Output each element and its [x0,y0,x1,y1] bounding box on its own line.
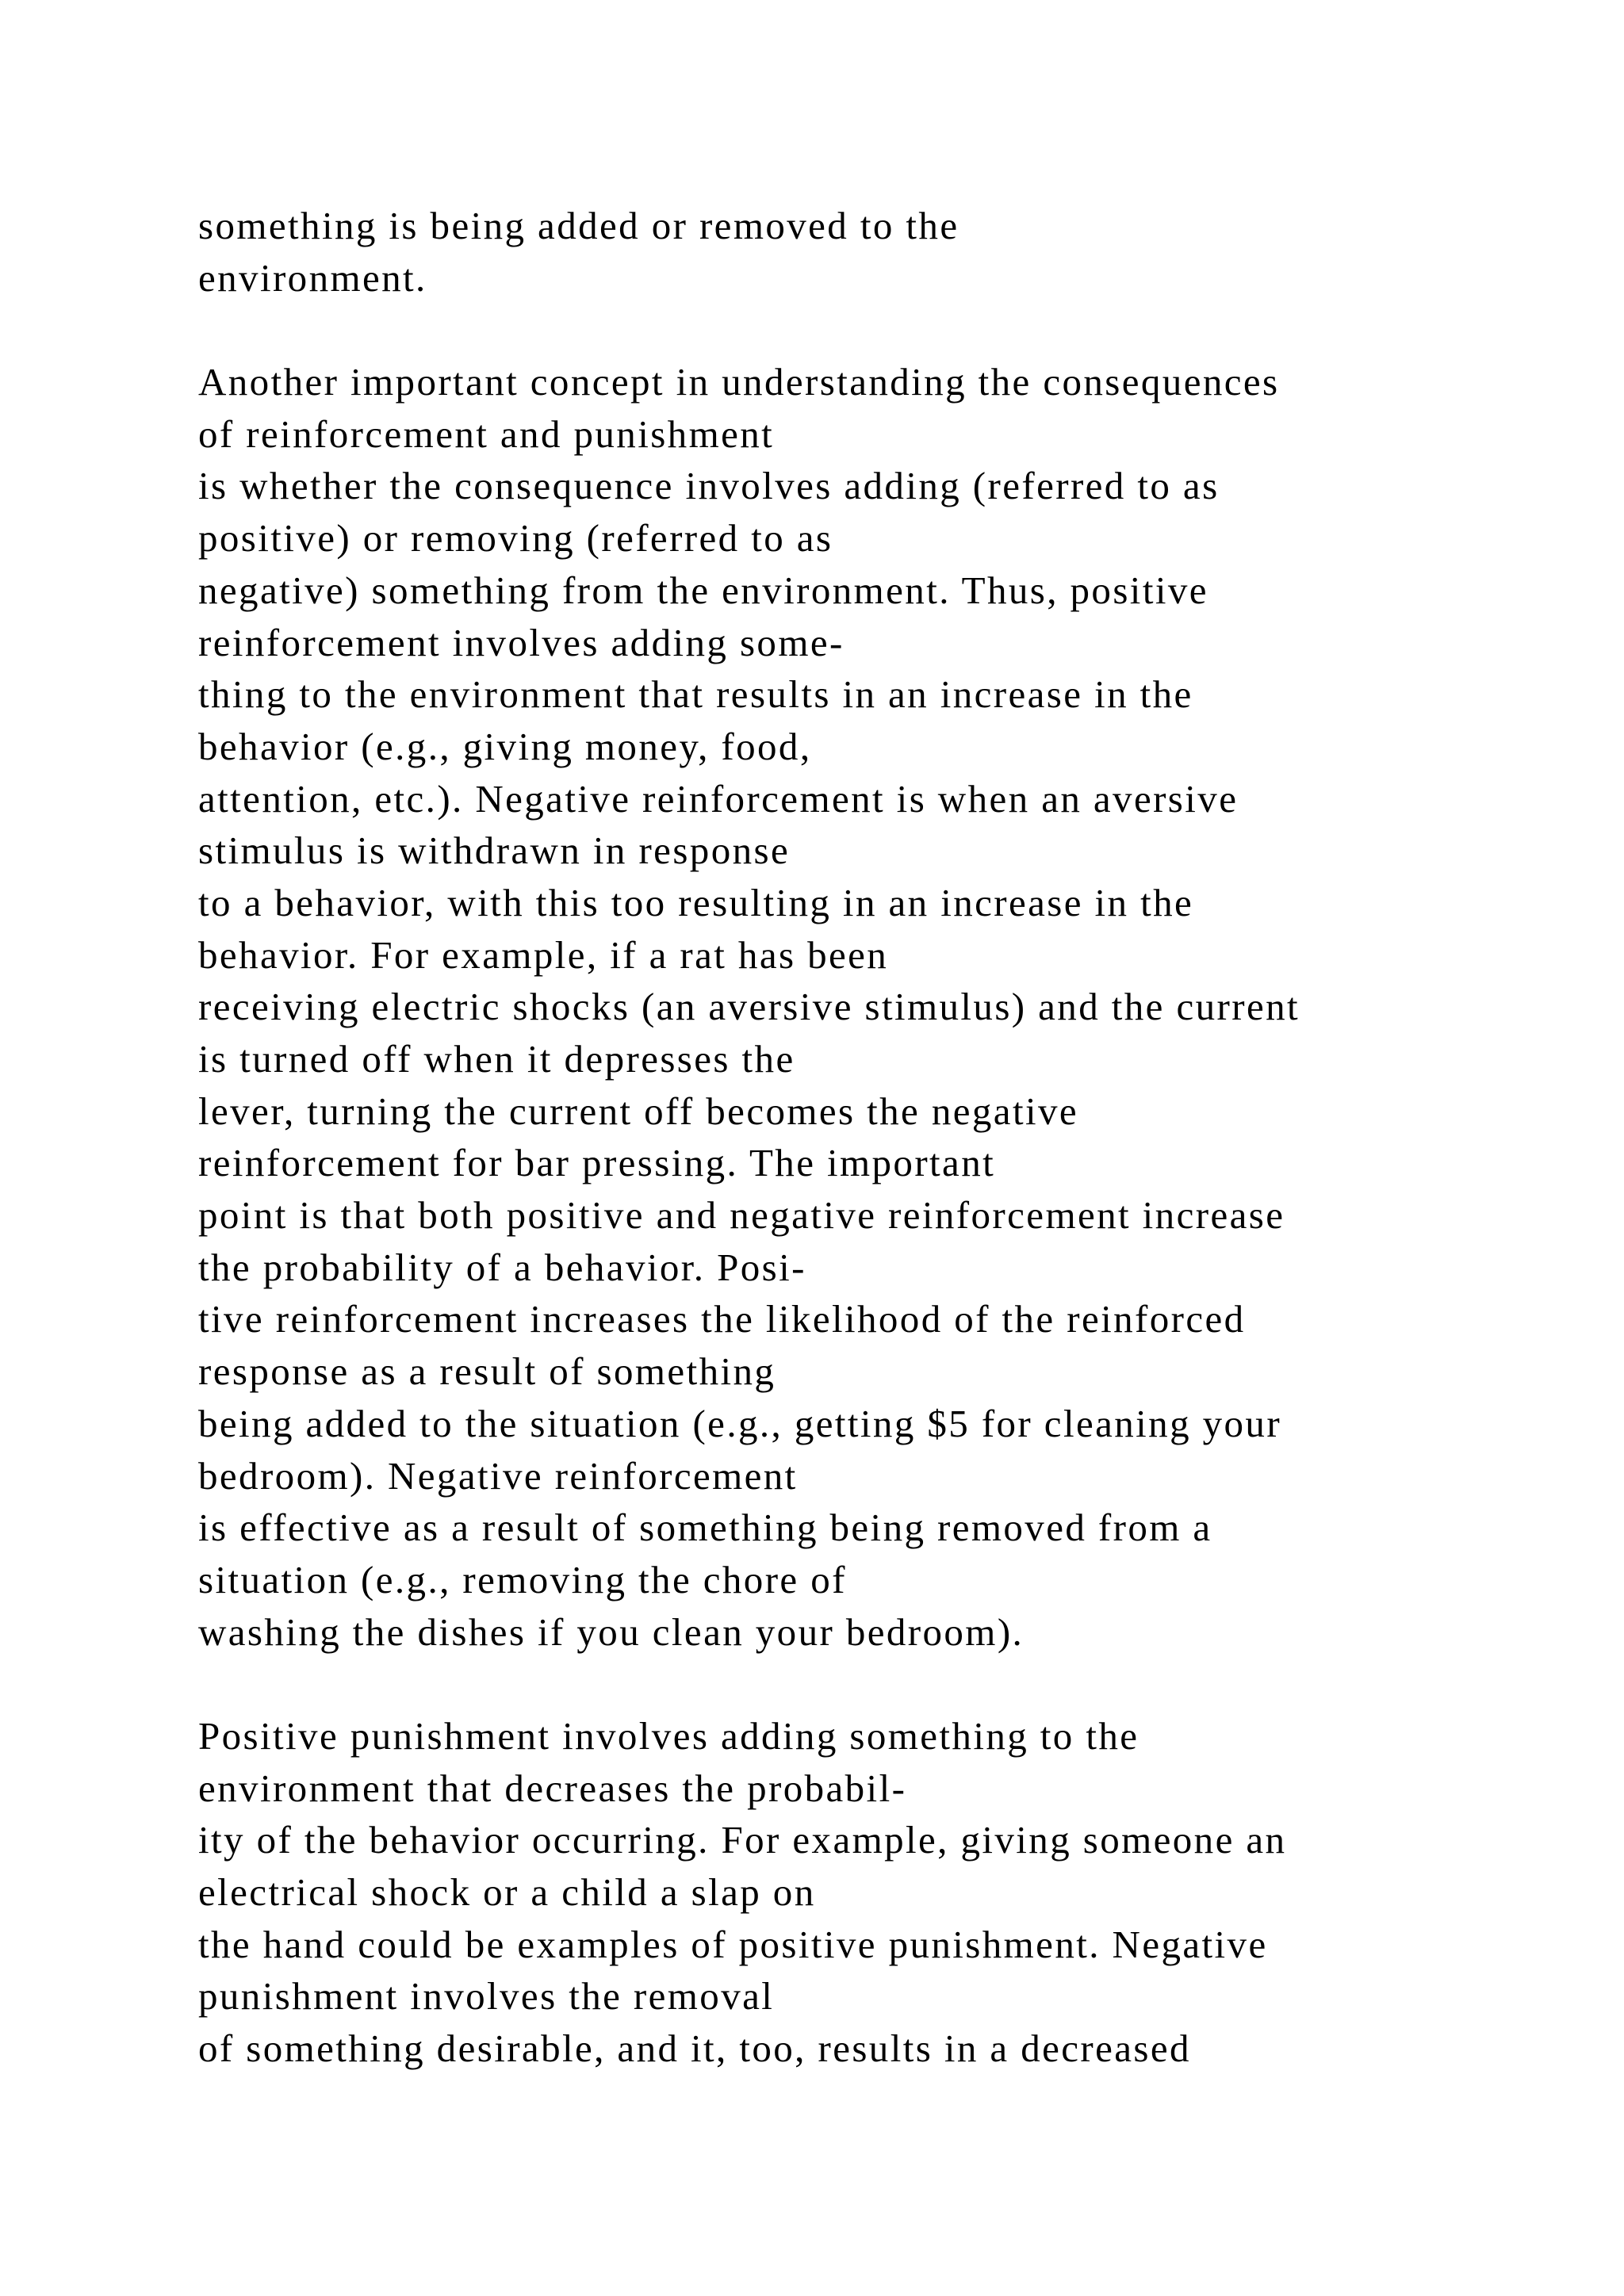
text-line: receiving electric shocks (an aversive stimulus) and the current [198,985,1300,1029]
text-line: attention, etc.). Negative reinforcement is when an aversive [198,776,1239,821]
text-line: response as a result of something [198,1349,776,1394]
text-line: environment that decreases the probabil- [198,1766,907,1810]
text-line: reinforcement for bar pressing. The important [198,1141,996,1185]
paragraph [198,356,1507,1658]
text-line: is turned off when it depresses the [198,1037,795,1081]
text-line: reinforcement involves adding some- [198,620,845,664]
text-line: Positive punishment involves adding something to the [198,1713,1139,1758]
text-line: something is being added or removed to the [198,204,959,247]
text-line: is whether the consequence involves adding (referred to as [198,464,1220,508]
text-line: of something desirable, and it, too, results in a decreased [198,2026,1191,2071]
paragraph [198,1710,1507,2075]
text-line: of reinforcement and punishment [198,411,775,456]
text-line: positive) or removing (referred to as [198,516,833,561]
text-line: is effective as a result of something being removed from a [198,1506,1212,1550]
text-line: electrical shock or a child a slap on [198,1870,816,1914]
text-column [198,200,1507,2075]
text-line: negative) something from the environment. Thus, positive [198,568,1208,612]
text-line: stimulus is withdrawn in response [198,828,791,873]
text-line: situation (e.g., removing the chore of [198,1557,847,1601]
text-line: environment. [198,255,427,300]
text-line: ity of the behavior occurring. For example, giving someone an [198,1818,1287,1862]
paragraph [198,200,1507,304]
text-line: the hand could be examples of positive punishment. Negative [198,1922,1268,1966]
text-line: punishment involves the removal [198,1974,775,2019]
text-line: point is that both positive and negative reinforcement increase [198,1193,1285,1238]
text-line: behavior (e.g., giving money, food, [198,724,812,768]
text-line: to a behavior, with this too resulting in an increase in the [198,880,1194,924]
text-line: being added to the situation (e.g., getting $5 for cleaning your [198,1401,1282,1445]
text-line: tive reinforcement increases the likelihood of the reinforced [198,1297,1246,1341]
paragraph-break [198,1658,1507,1710]
text-line: thing to the environment that results in an increase in the [198,672,1193,717]
text-line: bedroom). Negative reinforcement [198,1453,798,1498]
text-line: the probability of a behavior. Posi- [198,1245,806,1289]
text-line: lever, turning the current off becomes the negative [198,1089,1079,1133]
text-line: washing the dishes if you clean your bedroom). [198,1609,1025,1654]
text-line: behavior. For example, if a rat has been [198,932,889,977]
text-line: Another important concept in understanding the consequences [198,360,1280,404]
paragraph-break [198,304,1507,356]
